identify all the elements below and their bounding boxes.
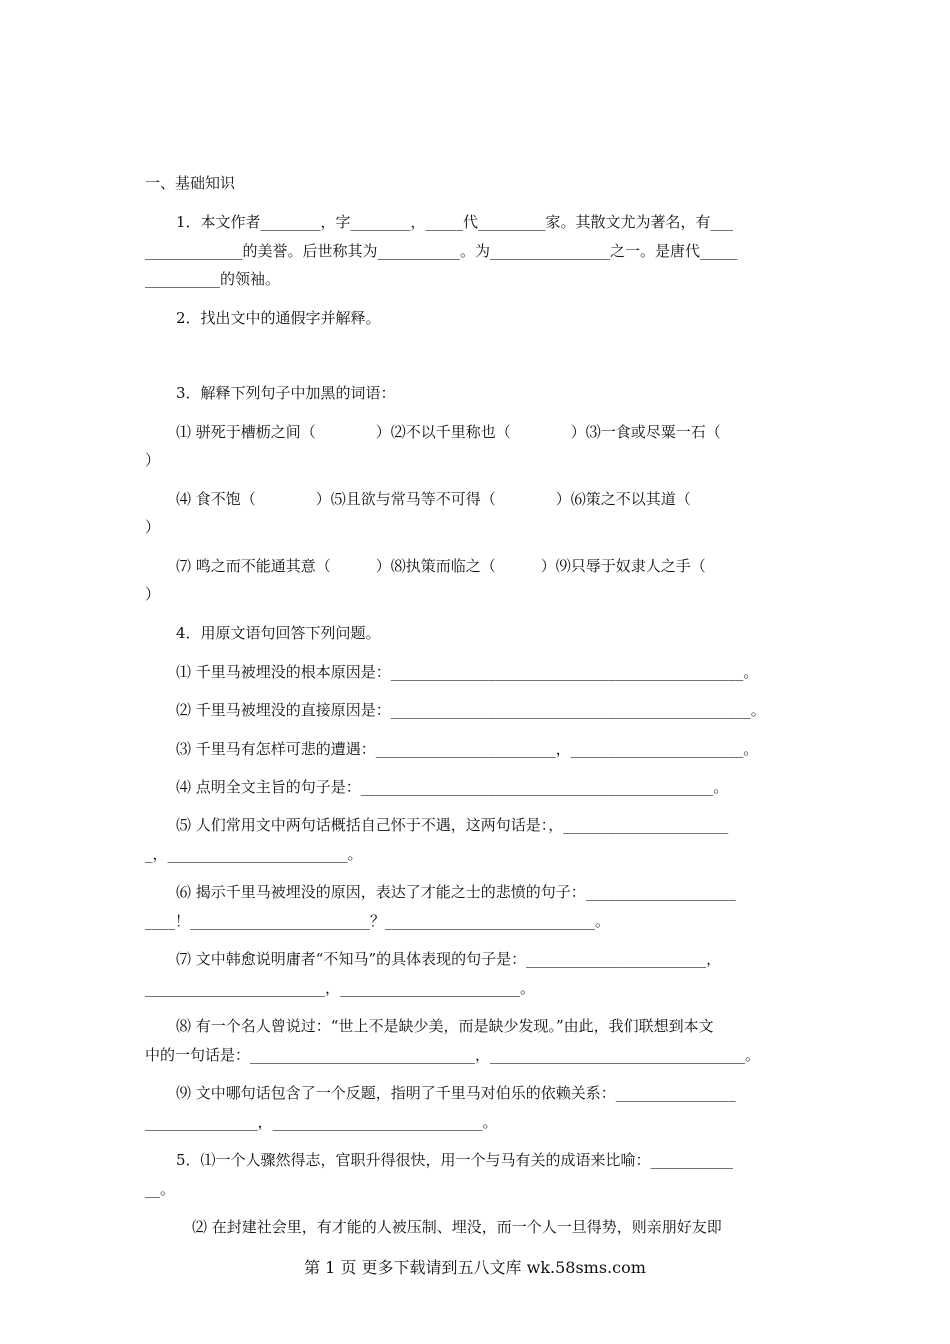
q4-sub-5: ⑸ 人们常用文中两句话概括自己怀于不遇，这两句话是：，______________________ [176,816,729,834]
q1-line-1: 1．本文作者________，字________，_____代_________家。其散文尤为著名，有___ [176,213,734,231]
q4-sub-9: ⑼ 文中哪句话包含了一个反题，指明了千里马对伯乐的依赖关系：________________ [176,1084,736,1102]
q4-sub-5-cont: _，________________________。 [145,845,363,863]
q4-line: 4．用原文语句回答下列问题。 [176,624,381,642]
q3-sub-3-cont: ） [145,585,161,603]
q4-sub-8: ⑻ 有一个名人曾说过：“世上不是缺少美，而是缺少发现。”由此，我们联想到本文 [176,1017,714,1035]
q4-sub-4: ⑷ 点明全文主旨的句子是：_______________________________________________。 [176,778,729,796]
q3-sub-3: ⑺ 鸣之而不能通其意（ ）⑻执策而临之（ ）⑼只辱于奴隶人之手（ [176,557,706,575]
page-footer: 第 1 页 更多下载请到五八文库 wk.58sms.com [304,1258,646,1277]
q3-sub-1-cont: ） [145,451,161,469]
q4-sub-6: ⑹ 揭示千里马被埋没的原因，表达了才能之士的悲愤的句子：____________________ [176,883,736,901]
q4-sub-7-cont: ________________________，________________________。 [145,979,536,997]
q3-line: 3．解释下列句子中加黑的词语： [176,384,396,402]
q5-sub-1: 5．⑴一个人骤然得志，官职升得很快，用一个与马有关的成语来比喻：___________ [176,1151,734,1169]
q3-sub-1: ⑴ 骈死于槽枥之间（ ）⑵不以千里称也（ ）⑶一食或尽粟一石（ [176,423,721,441]
q3-sub-2-cont: ） [145,518,161,536]
q4-sub-1: ⑴ 千里马被埋没的根本原因是：_______________________________________________。 [176,663,759,681]
q2-line: 2．找出文中的通假字并解释。 [176,309,381,327]
q5-sub-1-cont: __。 [145,1180,176,1198]
q4-sub-2: ⑵ 千里马被埋没的直接原因是：________________________________________________。 [176,701,766,719]
q1-line-3: __________的领袖。 [145,270,281,288]
q1-line-2: _____________的美誉。后世称其为___________。为________________之一。是唐代_____ [145,242,738,260]
q4-sub-3: ⑶ 千里马有怎样可悲的遭遇：________________________，_______________________。 [176,740,759,758]
section-title: 一、基础知识 [145,174,236,192]
q4-sub-8-cont: 中的一句话是：______________________________，__________________________________。 [145,1046,761,1064]
q3-sub-2: ⑷ 食不饱（ ）⑸且欲与常马等不可得（ ）⑹策之不以其道（ [176,490,691,508]
q4-sub-6-cont: ____！________________________？____________________________。 [145,912,611,930]
q5-sub-2: ⑵ 在封建社会里，有才能的人被压制、埋没，而一个人一旦得势，则亲朋好友即 [192,1218,722,1236]
q4-sub-9-cont: _______________，____________________________。 [145,1113,498,1131]
q4-sub-7: ⑺ 文中韩愈说明庸者“不知马”的具体表现的句子是：________________________， [176,950,722,968]
